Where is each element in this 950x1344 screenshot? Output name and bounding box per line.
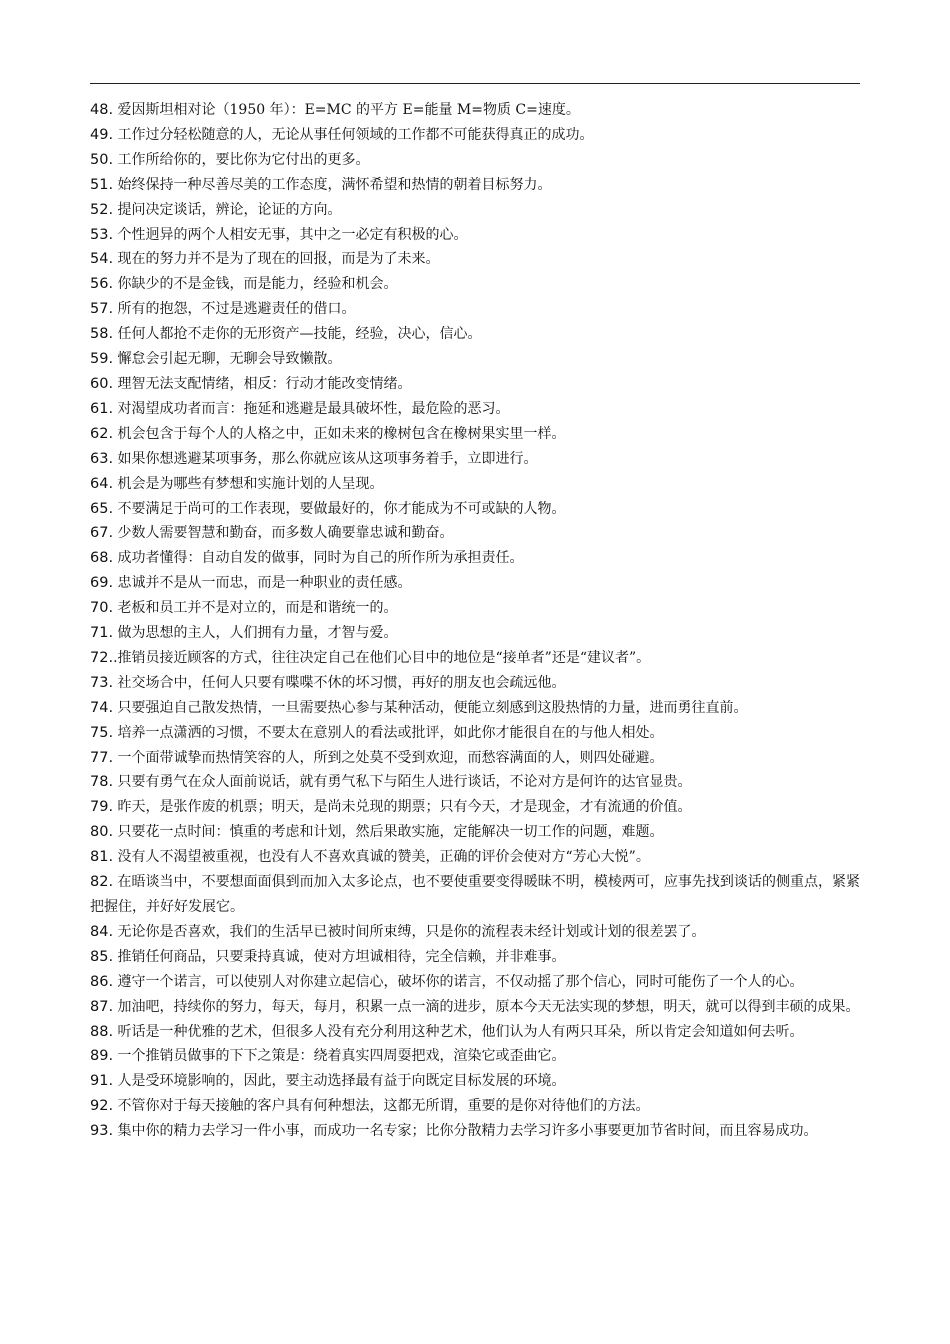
quote-item [90, 173, 860, 198]
quote-number: 56. [90, 276, 114, 293]
quote-number: 49. [90, 126, 114, 143]
quote-text: 没有人不渴望被重视，也没有人不喜欢真诚的赞美，正确的评价会使对方“芳心大悦”。 [113, 849, 650, 866]
quote-number: 77. [90, 749, 114, 766]
quote-item [90, 920, 860, 945]
quote-item [90, 721, 860, 746]
header-rule [90, 83, 860, 84]
quote-item [90, 472, 860, 497]
quote-number: 89. [90, 1048, 114, 1065]
quote-number: 58. [90, 326, 114, 343]
quote-number: 53. [90, 226, 114, 243]
quote-item [90, 347, 860, 372]
quote-text: 机会是为哪些有梦想和实施计划的人呈现。 [113, 475, 384, 492]
quote-number: 73. [90, 674, 114, 691]
quote-item [90, 696, 860, 721]
quote-text: 懈怠会引起无聊，无聊会导致懒散。 [113, 351, 342, 368]
quote-text: 你缺少的不是金钱，而是能力，经验和机会。 [113, 276, 398, 293]
quote-number: 68. [90, 550, 114, 567]
quote-text: 在晤谈当中，不要想面面俱到而加入太多论点，也不要使重要变得暖昧不明，模棱两可，应事先找到谈话的侧重点，紧紧把握住，并好好发展它。 [90, 874, 860, 915]
quote-item [90, 795, 860, 820]
quote-number: 54. [90, 251, 114, 268]
quote-item [90, 970, 860, 995]
quote-text: 社交场合中，任何人只要有喋喋不休的坏习惯，再好的朋友也会疏远他。 [113, 674, 566, 691]
quote-text: 一个面带诚挚而热情笑容的人，所到之处莫不受到欢迎，而愁容满面的人，则四处碰避。 [113, 749, 664, 766]
quote-item [90, 546, 860, 571]
quote-text: 机会包含于每个人的人格之中，正如未来的橡树包含在橡树果实里一样。 [113, 425, 566, 442]
quote-item [90, 497, 860, 522]
quote-text: 忠诚并不是从一而忠，而是一种职业的责任感。 [113, 575, 412, 592]
quote-text: 遵守一个诺言，可以使别人对你建立起信心，破坏你的诺言，不仅动摇了那个信心，同时可能伤了一个人的心。 [113, 973, 804, 990]
quote-text: 昨天，是张作废的机票；明天，是尚未兑现的期票；只有今天，才是现金，才有流通的价值。 [113, 799, 692, 816]
quote-number: 86. [90, 973, 114, 990]
quote-text: 人是受环境影响的，因此，要主动选择最有益于向既定目标发展的环境。 [113, 1073, 566, 1090]
quote-item [90, 671, 860, 696]
quote-item [90, 322, 860, 347]
quote-number: 91. [90, 1073, 114, 1090]
quote-text: 培养一点潇洒的习惯，不要太在意别人的看法或批评，如此你才能很自在的与他人相处。 [113, 724, 664, 741]
quote-item [90, 1119, 860, 1144]
quote-text: 一个推销员做事的下下之策是：绕着真实四周耍把戏，渲染它或歪曲它。 [113, 1048, 566, 1065]
quote-number: 81. [90, 849, 114, 866]
quote-number: 74. [90, 699, 114, 716]
quote-text: 任何人都抢不走你的无形资产—技能，经验，决心，信心。 [113, 326, 482, 343]
quote-number: 61. [90, 400, 114, 417]
quote-text: 所有的抱怨，不过是逃避责任的借口。 [113, 301, 356, 318]
quote-text: 无论你是否喜欢，我们的生活早已被时间所束缚，只是你的流程表未经计划或计划的很差罢了。 [113, 923, 706, 940]
quote-item [90, 1044, 860, 1069]
quote-list [90, 98, 860, 1144]
quote-number: 60. [90, 375, 114, 392]
quote-item [90, 297, 860, 322]
quote-number: 64. [90, 475, 114, 492]
quote-number: 57. [90, 301, 114, 318]
quote-item [90, 1069, 860, 1094]
quote-number: 62. [90, 425, 114, 442]
quote-item [90, 820, 860, 845]
quote-text: 个性迥异的两个人相安无事，其中之一必定有积极的心。 [113, 226, 468, 243]
quote-text: 老板和员工并不是对立的，而是和谐统一的。 [113, 600, 398, 617]
quote-item [90, 845, 860, 870]
quote-number: 51. [90, 176, 114, 193]
quote-text: 成功者懂得：自动自发的做事，同时为自己的所作所为承担责任。 [113, 550, 524, 567]
quote-text: 爱因斯坦相对论（1950 年）：E=MC 的平方 E=能量 M=物质 C=速度。 [113, 102, 580, 118]
quote-item [90, 1094, 860, 1119]
quote-item [90, 422, 860, 447]
quote-item [90, 447, 860, 472]
quote-text: 只要强迫自己散发热情，一旦需要热心参与某种活动，便能立刻感到这股热情的力量，进而勇往直前。 [113, 699, 748, 716]
quote-number: 72. [90, 649, 114, 666]
quote-text: 现在的努力并不是为了现在的回报，而是为了未来。 [113, 251, 440, 268]
quote-item [90, 98, 860, 123]
quote-number: 52. [90, 201, 114, 218]
quote-text: 不要满足于尚可的工作表现，要做最好的，你才能成为不可或缺的人物。 [113, 500, 566, 517]
quote-item [90, 596, 860, 621]
quote-text: 工作所给你的，要比你为它付出的更多。 [113, 151, 370, 168]
quote-number: 80. [90, 824, 114, 841]
quote-text: 对渴望成功者而言：拖延和逃避是最具破坏性，最危险的恶习。 [113, 400, 510, 417]
quote-number: 70. [90, 600, 114, 617]
quote-text: 做为思想的主人，人们拥有力量，才智与爱。 [113, 625, 398, 642]
quote-text: 不管你对于每天接触的客户具有何种想法，这都无所谓，重要的是你对待他们的方法。 [113, 1098, 650, 1115]
quote-item [90, 746, 860, 771]
quote-item [90, 521, 860, 546]
quote-number: 75. [90, 724, 114, 741]
quote-item [90, 372, 860, 397]
quote-number: 85. [90, 948, 114, 965]
quote-item [90, 995, 860, 1020]
quote-number: 63. [90, 450, 114, 467]
quote-item [90, 770, 860, 795]
quote-number: 93. [90, 1123, 114, 1140]
quote-number: 48. [90, 102, 114, 118]
quote-item [90, 870, 860, 920]
quote-item [90, 247, 860, 272]
quote-item [90, 397, 860, 422]
quote-number: 67. [90, 525, 114, 542]
quote-text: 如果你想逃避某项事务，那么你就应该从这项事务着手，立即进行。 [113, 450, 538, 467]
quote-number: 50. [90, 151, 114, 168]
quote-text: 提问决定谈话，辨论，论证的方向。 [113, 201, 342, 218]
quote-item [90, 198, 860, 223]
quote-item [90, 1020, 860, 1045]
quote-number: 87. [90, 998, 114, 1015]
quote-text: 始终保持一种尽善尽美的工作态度，满怀希望和热情的朝着目标努力。 [113, 176, 552, 193]
quote-item [90, 646, 860, 671]
quote-number: 82. [90, 874, 114, 891]
quote-text: 只要有勇气在众人面前说话，就有勇气私下与陌生人进行谈话，不论对方是何许的达官显贵。 [113, 774, 692, 791]
quote-number: 92. [90, 1098, 114, 1115]
quote-number: 79. [90, 799, 114, 816]
quote-number: 59. [90, 351, 114, 368]
quote-item [90, 223, 860, 248]
quote-text: 少数人需要智慧和勤奋，而多数人确要靠忠诚和勤奋。 [113, 525, 454, 542]
quote-number: 65. [90, 500, 114, 517]
quote-text: .推销员接近顾客的方式，往往决定自己在他们心目中的地位是“接单者”还是“建议者”。 [113, 649, 651, 666]
quote-text: 听话是一种优雅的艺术，但很多人没有充分利用这种艺术，他们认为人有两只耳朵，所以肯定会知道如何去听。 [113, 1023, 804, 1040]
quote-text: 工作过分轻松随意的人，无论从事任何领域的工作都不可能获得真正的成功。 [113, 126, 594, 143]
quote-text: 加油吧，持续你的努力，每天，每月，积累一点一滴的进步，原本今天无法实现的梦想，明天，就可以得到丰硕的成果。 [113, 998, 860, 1015]
quote-item [90, 621, 860, 646]
quote-number: 71. [90, 625, 114, 642]
quote-number: 84. [90, 923, 114, 940]
quote-number: 78. [90, 774, 114, 791]
quote-text: 理智无法支配情绪，相反：行动才能改变情绪。 [113, 375, 412, 392]
quote-item [90, 148, 860, 173]
quote-item [90, 945, 860, 970]
quote-item [90, 571, 860, 596]
quote-item [90, 123, 860, 148]
quote-number: 69. [90, 575, 114, 592]
quote-item [90, 272, 860, 297]
quote-text: 集中你的精力去学习一件小事，而成功一名专家；比你分散精力去学习许多小事要更加节省时间，而且容易成功。 [113, 1123, 818, 1140]
quote-text: 只要花一点时间：慎重的考虑和计划，然后果敢实施，定能解决一切工作的问题，难题。 [113, 824, 664, 841]
quote-text: 推销任何商品，只要秉持真诚，使对方坦诚相待，完全信赖，并非难事。 [113, 948, 566, 965]
quote-number: 88. [90, 1023, 114, 1040]
